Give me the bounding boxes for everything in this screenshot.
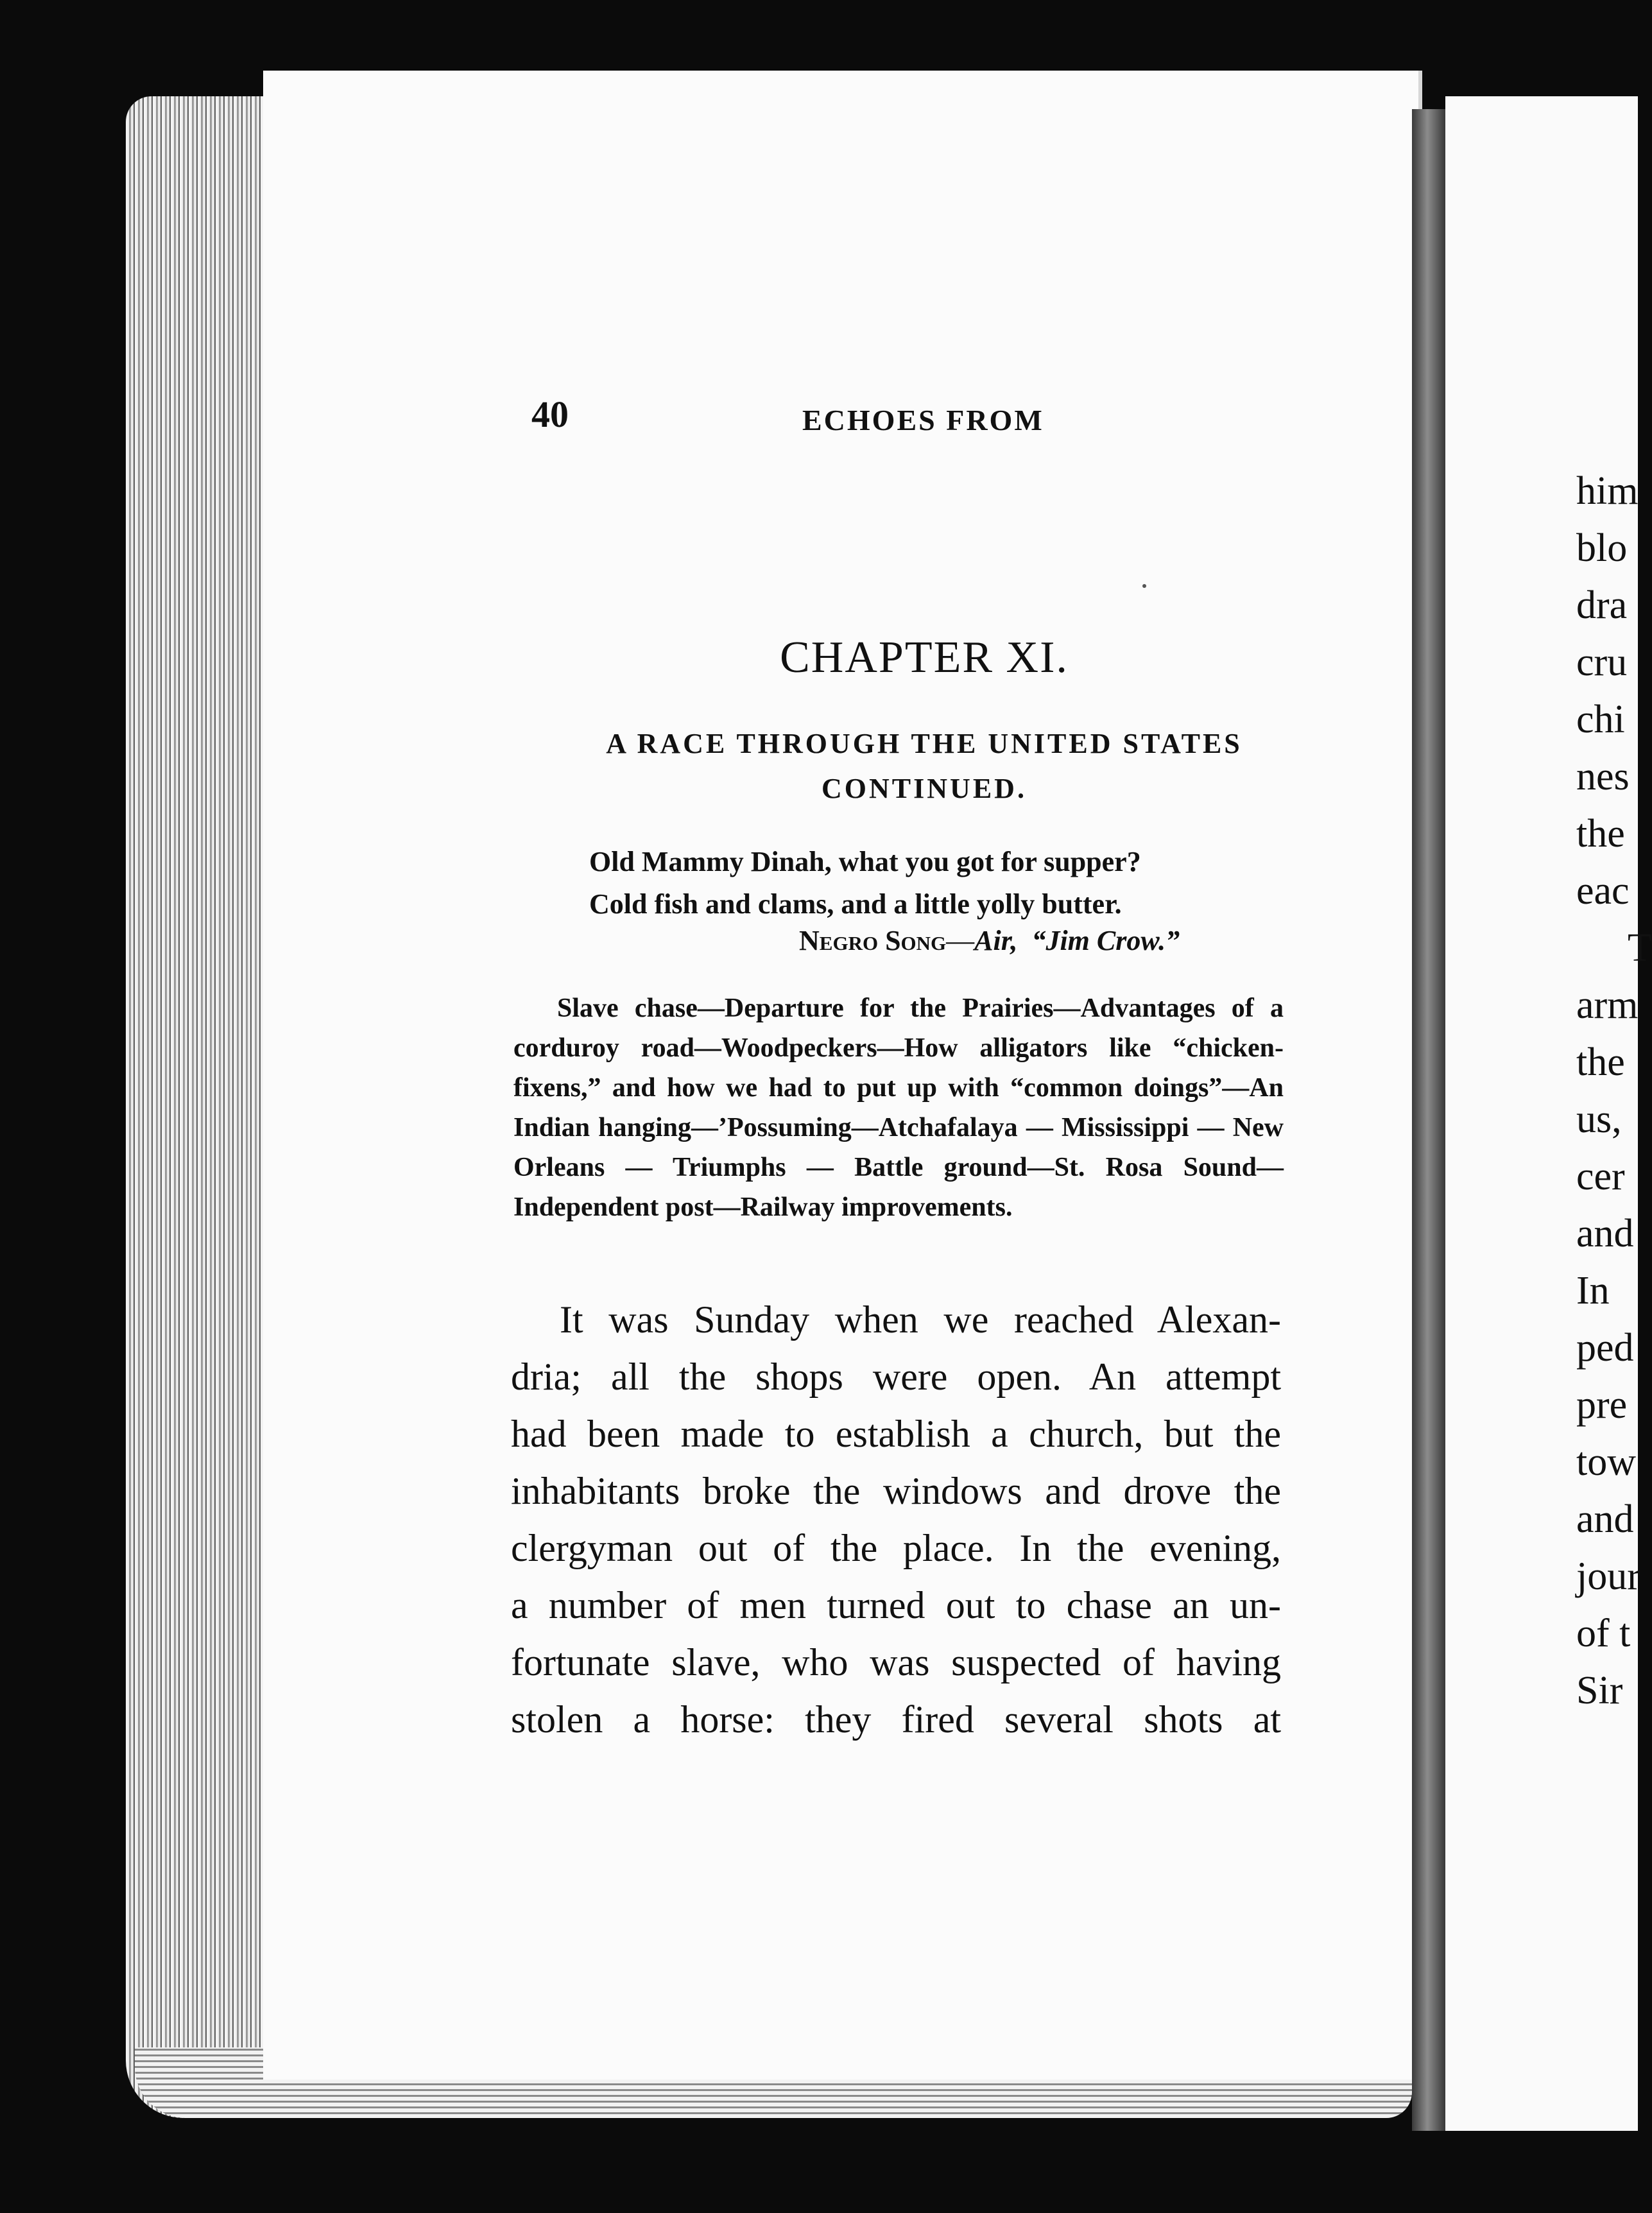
facing-line: and <box>1576 1212 1634 1255</box>
facing-line: In <box>1576 1269 1610 1313</box>
running-title: ECHOES FROM <box>802 404 1044 436</box>
epigraph-attribution <box>799 924 1180 957</box>
facing-line: the <box>1576 1040 1625 1084</box>
body-line: a number of men turned out to chase an un- <box>511 1584 1281 1626</box>
attribution-dash: — <box>946 925 975 956</box>
facing-line: jour <box>1576 1554 1640 1598</box>
attribution-source: Negro Song <box>799 925 947 956</box>
body-line: fortunate slave, who was suspected of having <box>511 1641 1281 1683</box>
ink-speck <box>1142 584 1146 588</box>
facing-line: and <box>1576 1497 1634 1541</box>
body-line: It was Sunday when we reached Alexan- <box>560 1298 1281 1341</box>
body-line: had been made to establish a church, but the <box>511 1413 1281 1455</box>
chapter-summary <box>513 988 1284 1227</box>
facing-line: nes <box>1576 755 1630 798</box>
page-number: 40 <box>531 393 569 435</box>
body-line: inhabitants broke the windows and drove the <box>511 1470 1281 1512</box>
facing-line: eac <box>1576 869 1630 913</box>
facing-line: pre <box>1576 1383 1628 1427</box>
subtitle-line: A RACE THROUGH THE UNITED STATES <box>606 728 1243 759</box>
body-line: stolen a horse: they fired several shots at <box>511 1698 1281 1741</box>
subtitle-line: CONTINUED. <box>822 773 1027 804</box>
facing-line: chi <box>1576 698 1625 741</box>
summary-text: Slave chase—Departure for the Prairies—Advantages of a corduroy road—Woodpeckers—How alligators like “chicken-fixens,” and how we had to put up with “common doings”—An Indian hanging—’Possuming—Atchafalaya — Mississippi — New Orleans — Triumphs — Battle ground—St. Rosa Sound—Independent post—Railway improvements. <box>513 994 1284 1222</box>
chapter-title: CHAPTER XI. <box>780 633 1069 682</box>
facing-line: T <box>1628 926 1652 970</box>
facing-line: ped <box>1576 1326 1634 1370</box>
epigraph <box>589 841 1141 926</box>
body-line: clergyman out of the place. In the evening, <box>511 1527 1281 1569</box>
facing-line: dra <box>1576 583 1628 627</box>
facing-line: of t <box>1576 1612 1631 1655</box>
chapter-subtitle <box>552 721 1296 811</box>
epigraph-line: Cold fish and clams, and a little yolly butter. <box>589 888 1122 920</box>
body-paragraph <box>511 1291 1281 1748</box>
facing-line: the <box>1576 812 1625 856</box>
facing-line: cer <box>1576 1155 1625 1198</box>
book-gutter <box>1412 109 1450 2131</box>
facing-line: us, <box>1576 1098 1622 1141</box>
body-line: dria; all the shops were open. An attempt <box>511 1356 1281 1398</box>
facing-line: blo <box>1576 526 1628 570</box>
epigraph-line: Old Mammy Dinah, what you got for supper? <box>589 846 1141 877</box>
attribution-air: Air, <box>974 925 1018 956</box>
facing-line: him <box>1576 469 1639 513</box>
book-page-edges <box>126 96 280 2118</box>
facing-line: tow <box>1576 1440 1636 1484</box>
facing-line: arm <box>1576 983 1639 1027</box>
facing-line: Sir <box>1576 1669 1623 1712</box>
facing-line: cru <box>1576 641 1628 684</box>
attribution-tune: “Jim Crow.” <box>1031 925 1180 956</box>
